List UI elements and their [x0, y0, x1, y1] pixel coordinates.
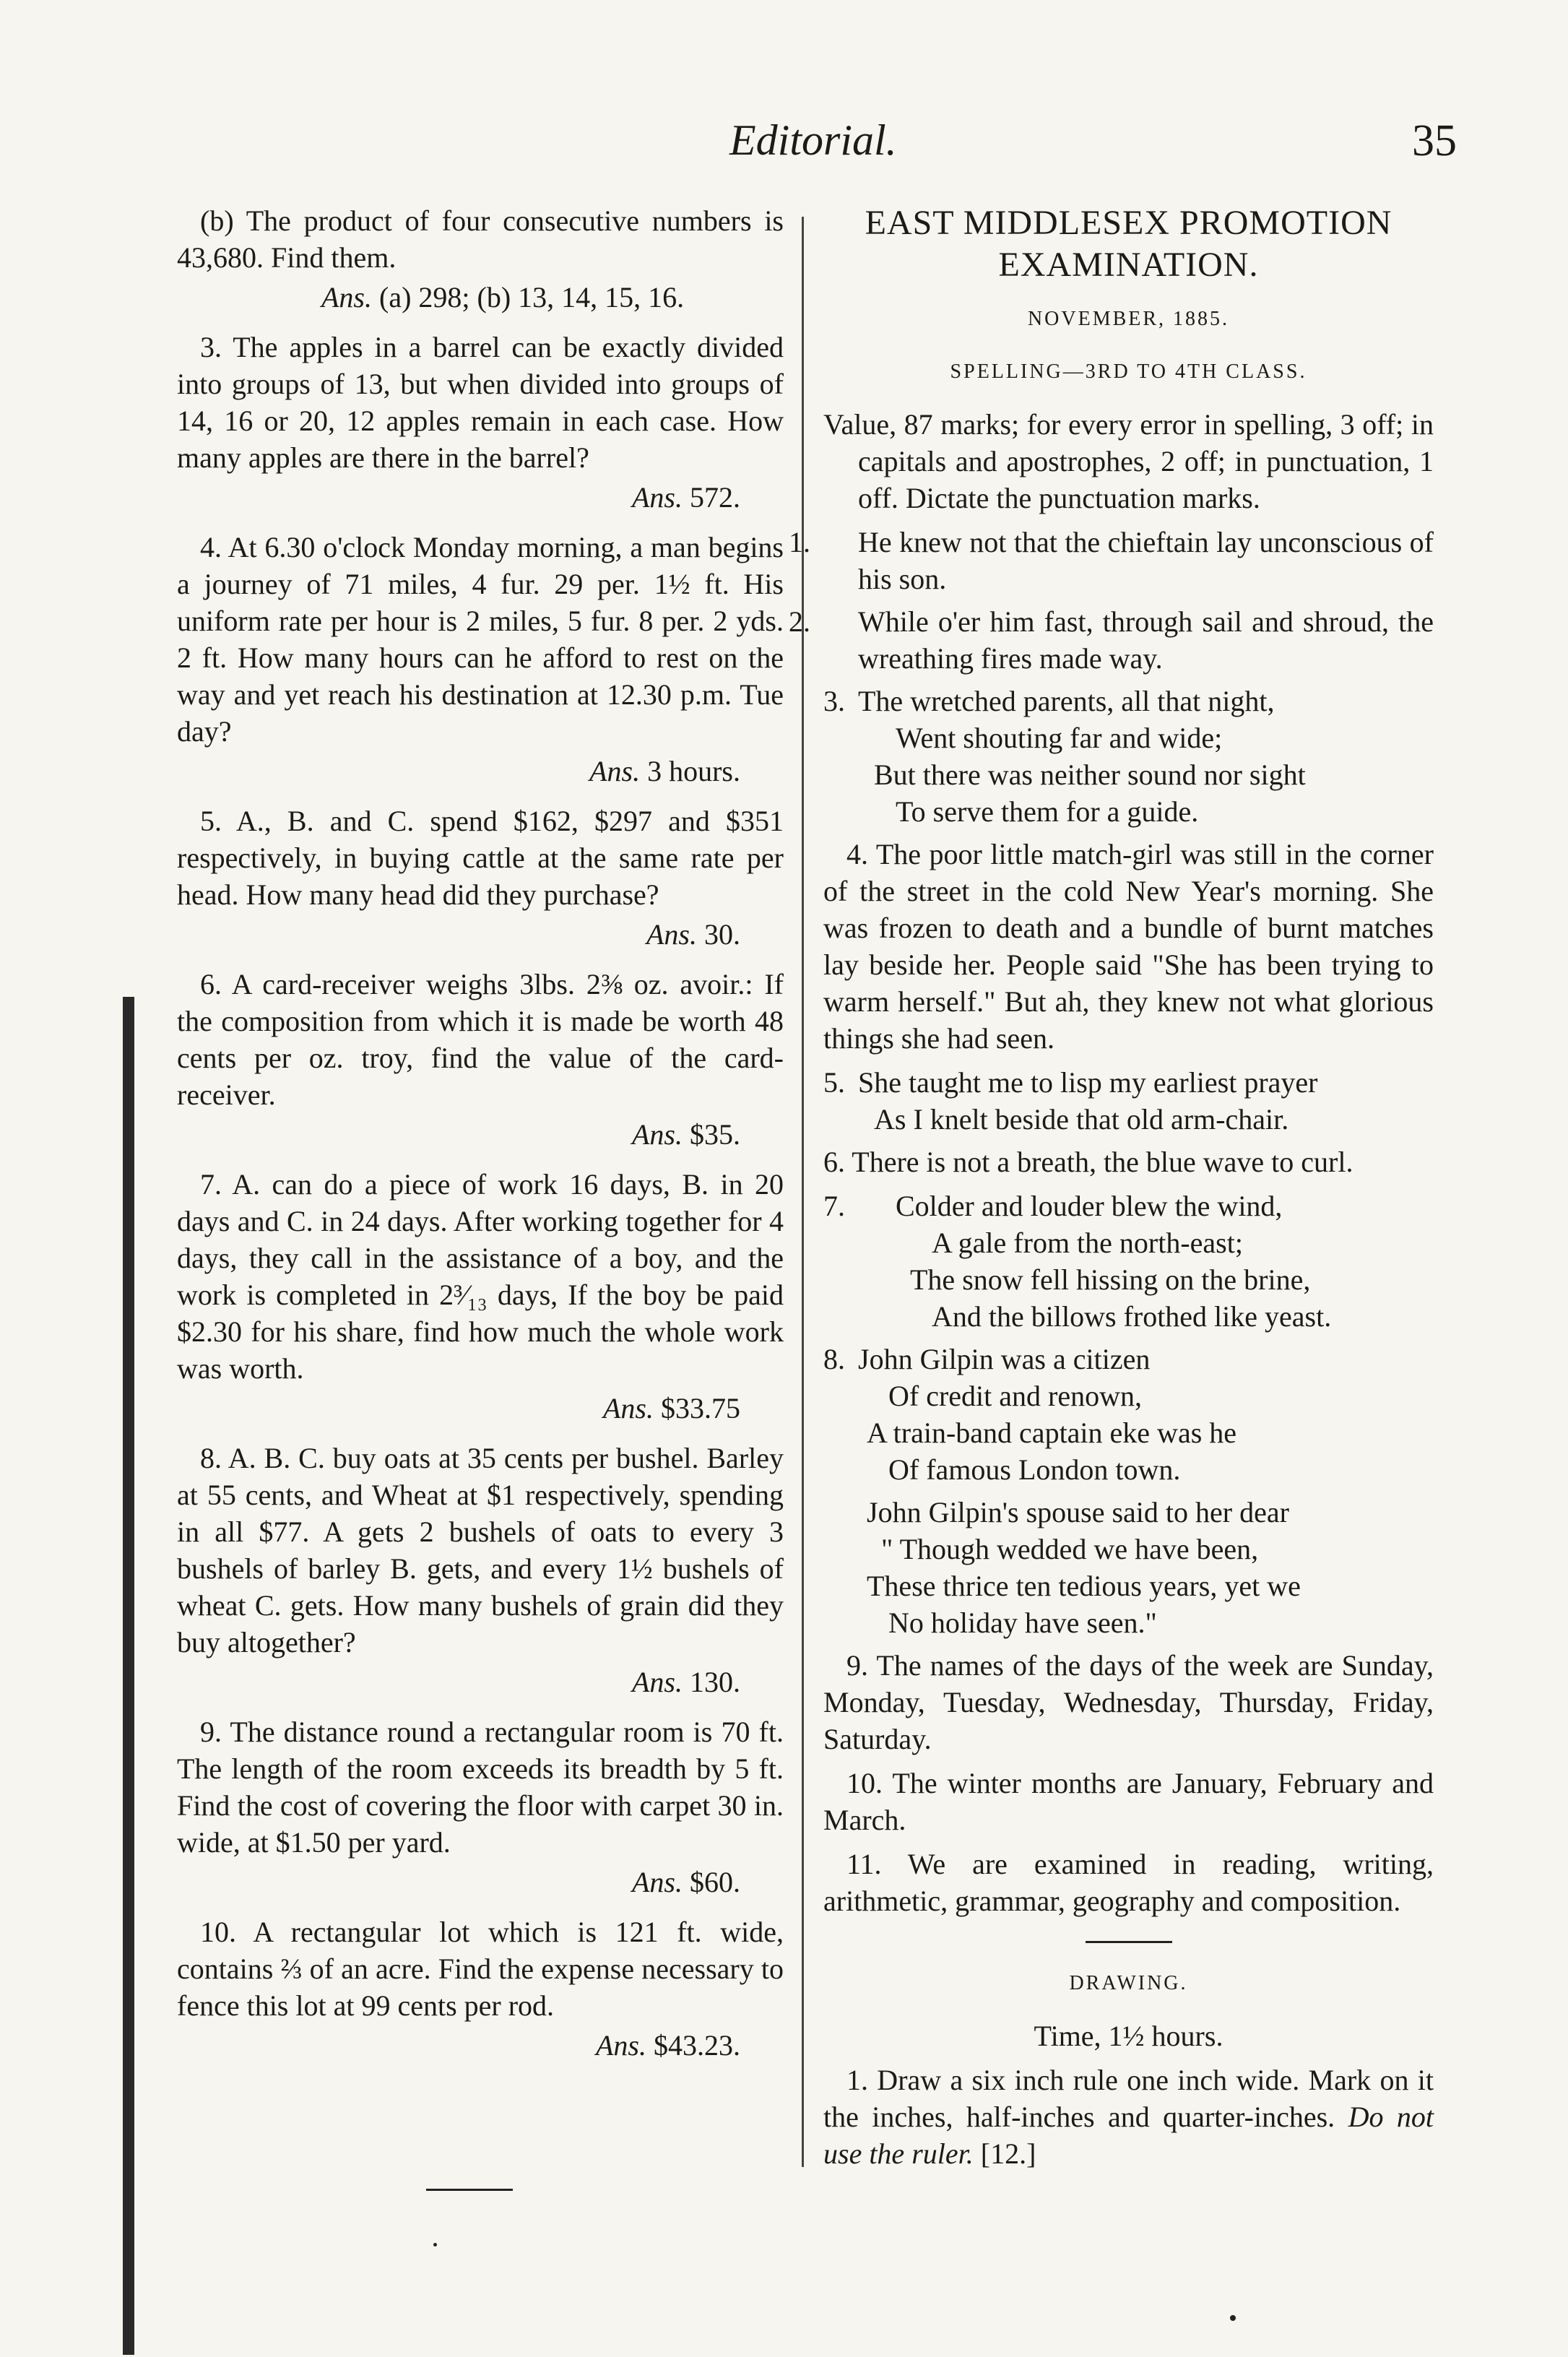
answer-label: Ans. — [646, 918, 697, 951]
problem-2b: (b) The product of four consecutive numbers is 43,680. Find them. — [177, 204, 784, 274]
answer-value: (a) 298; (b) 13, 14, 15, 16. — [379, 281, 685, 313]
poem-line: 7. Colder and louder blew the wind, — [823, 1188, 1434, 1224]
spelling-item-8 — [823, 1341, 1434, 1641]
answer-label: Ans. — [632, 481, 683, 514]
answer-label: Ans. — [321, 281, 372, 313]
value-note: Value, 87 marks; for every error in spelling, 3 off; in capitals and apostrophes, 2 off; in punctuation, 1 off. Dictate the punctuation marks. — [823, 408, 1434, 514]
poem-line: And the billows frothed like yeast. — [932, 1300, 1332, 1333]
answer-value: $60. — [690, 1866, 740, 1898]
answer-9 — [177, 1864, 740, 1900]
item-number: 3. — [823, 685, 845, 717]
drawing-heading: DRAWING. — [1069, 1972, 1188, 1994]
poem-line: But there was neither sound nor sight — [874, 758, 1306, 791]
right-column — [789, 202, 1434, 2179]
poem-line: 3. The wretched parents, all that night, — [823, 683, 1434, 719]
poem-line: John Gilpin's spouse said to her dear — [867, 1496, 1289, 1528]
spelling-item-7 — [823, 1188, 1434, 1335]
poem-line: To serve them for a guide. — [896, 795, 1199, 828]
answer-8 — [177, 1664, 740, 1700]
ink-speck — [433, 2243, 437, 2246]
spelling-item-9: 9. The names of the days of the week are Sunday, Monday, Tuesday, Wednesday, Thursday, Friday, Saturday. — [823, 1649, 1434, 1755]
answer-label: Ans. — [589, 755, 641, 787]
item-text: While o'er him fast, through sail and shroud, the wreathing fires made way. — [858, 605, 1434, 675]
answer-4 — [177, 753, 740, 790]
poem-line: Of credit and renown, — [888, 1380, 1142, 1412]
spelling-item-2 — [789, 603, 1434, 677]
spelling-item-4: 4. The poor little match-girl was still in the corner of the street in the cold New Year's morning. She was frozen to death and a bundle of burnt matches lay beside her. People said "She has been trying to warm herself." But ah, they knew not what glorious things she had seen. — [823, 838, 1434, 1055]
drawing-time: Time, 1½ hours. — [1034, 2020, 1223, 2052]
poem-line: " Though wedded we have been, — [881, 1533, 1259, 1565]
spelling-item-3 — [823, 683, 1434, 830]
exam-title-line-2: EXAMINATION. — [998, 246, 1259, 284]
left-column — [177, 202, 784, 2077]
section-end-rule — [426, 2189, 513, 2191]
spelling-item-5 — [823, 1064, 1434, 1138]
running-head — [0, 116, 1568, 173]
item-text: He knew not that the chieftain lay unconscious of his son. — [858, 526, 1434, 595]
answer-label: Ans. — [632, 1666, 683, 1698]
drawing-item-text: 1. Draw a six inch rule one inch wide. Mark on it the inches, half-inches and quarter-inches. — [823, 2064, 1434, 2133]
answer-10 — [177, 2027, 740, 2064]
ink-speck — [1230, 2315, 1236, 2321]
exam-title — [823, 202, 1434, 286]
problem-8: 8. A. B. C. buy oats at 35 cents per bushel. Barley at 55 cents, and Wheat at $1 respectively, spending in all $77. A gets 2 bushels of oats to every 3 bushels of barley B. gets, and every 1½ bushels of wheat C. gets. How many bushels of grain did they buy altogether? — [177, 1442, 784, 1658]
poem-line: 8. John Gilpin was a citizen — [823, 1341, 1434, 1378]
running-title: Editorial. — [729, 116, 897, 164]
problem-10: 10. A rectangular lot which is 121 ft. wide, contains ⅔ of an acre. Find the expense necessary to fence this lot at 99 cents per rod. — [177, 1916, 784, 2022]
answer-value: $35. — [690, 1118, 740, 1151]
problem-5: 5. A., B. and C. spend $162, $297 and $351 respectively, in buying cattle at the same rate per head. How many head did they purchase? — [177, 805, 784, 911]
answer-value: 3 hours. — [647, 755, 740, 787]
poem-line: These thrice ten tedious years, yet we — [867, 1570, 1301, 1602]
answer-label: Ans. — [632, 1118, 683, 1151]
drawing-item-1 — [823, 2062, 1434, 2172]
item-number: 2. — [789, 605, 810, 638]
poem-line: As I knelt beside that old arm-chair. — [874, 1103, 1289, 1136]
item-number: 7. — [823, 1190, 845, 1222]
drawing-marks: [12.] — [980, 2137, 1036, 2170]
answer-value: 572. — [690, 481, 740, 514]
answer-value: $33.75 — [661, 1392, 740, 1424]
answer-3 — [177, 479, 740, 516]
poem-line: No holiday have seen." — [888, 1606, 1157, 1639]
spelling-item-6: 6. There is not a breath, the blue wave to curl. — [823, 1146, 1353, 1178]
problem-4: 4. At 6.30 o'clock Monday morning, a man begins a journey of 71 miles, 4 fur. 29 per. 1½ ft. His uniform rate per hour is 2 miles, 5 fur. 8 per. 2 yds. 2 ft. How many hours can he afford to rest on the way and yet reach his destination at 12.30 p.m. Tue day? — [177, 531, 784, 748]
poem-line: The snow fell hissing on the brine, — [910, 1263, 1311, 1296]
poem-line: A gale from the north-east; — [932, 1227, 1243, 1259]
answer-5 — [177, 916, 740, 953]
item-number: 1. — [789, 526, 810, 558]
answer-label: Ans. — [596, 2029, 646, 2062]
answer-2 — [321, 279, 740, 316]
exam-date: NOVEMBER, 1885. — [1027, 308, 1230, 330]
column-divider — [802, 217, 804, 2167]
spelling-heading: SPELLING—3RD TO 4TH CLASS. — [950, 360, 1307, 383]
answer-label: Ans. — [632, 1866, 683, 1898]
problem-3: 3. The apples in a barrel can be exactly divided into groups of 13, but when divided into groups of 14, 16 or 20, 12 apples remain in each case. How many apples are there in the barrel? — [177, 331, 784, 474]
problem-7: 7. A. can do a piece of work 16 days, B. in 20 days and C. in 24 days. After working together for 4 days, they call in the assistance of a boy, and the work is completed in 2³⁄₁₃ days, If the boy be paid $2.30 for his share, find how much the whole work was worth. — [177, 1168, 784, 1385]
poem-line: Of famous London town. — [888, 1453, 1181, 1486]
spelling-item-10: 10. The winter months are January, February and March. — [823, 1767, 1434, 1836]
section-rule — [1086, 1941, 1172, 1943]
answer-value: $43.23. — [654, 2029, 740, 2062]
poem-line: A train-band captain eke was he — [867, 1417, 1237, 1449]
item-number: 5. — [823, 1066, 845, 1099]
answer-label: Ans. — [603, 1392, 654, 1424]
answer-6 — [177, 1116, 740, 1153]
poem-line: 5. She taught me to lisp my earliest prayer — [823, 1064, 1434, 1101]
spelling-item-11: 11. We are examined in reading, writing, arithmetic, grammar, geography and composition. — [823, 1848, 1434, 1917]
answer-7 — [177, 1390, 740, 1427]
item-number: 8. — [823, 1343, 845, 1375]
binding-edge — [123, 997, 134, 2355]
poem-line: Went shouting far and wide; — [896, 722, 1223, 754]
page-number: 35 — [1412, 116, 1457, 165]
problem-6: 6. A card-receiver weighs 3lbs. 2⅜ oz. avoir.: If the composition from which it is made be worth 48 cents per oz. troy, find the value of the card-receiver. — [177, 968, 784, 1111]
answer-value: 130. — [690, 1666, 740, 1698]
problem-9: 9. The distance round a rectangular room is 70 ft. The length of the room exceeds its breadth by 5 ft. Find the cost of covering the floor with carpet 30 in. wide, at $1.50 per yard. — [177, 1716, 784, 1859]
spelling-item-1 — [789, 524, 1434, 597]
drawing-instruction: Do not use the ruler. — [823, 2101, 1434, 2170]
answer-value: 30. — [704, 918, 740, 951]
exam-title-line-1: EAST MIDDLESEX PROMOTION — [865, 204, 1392, 242]
